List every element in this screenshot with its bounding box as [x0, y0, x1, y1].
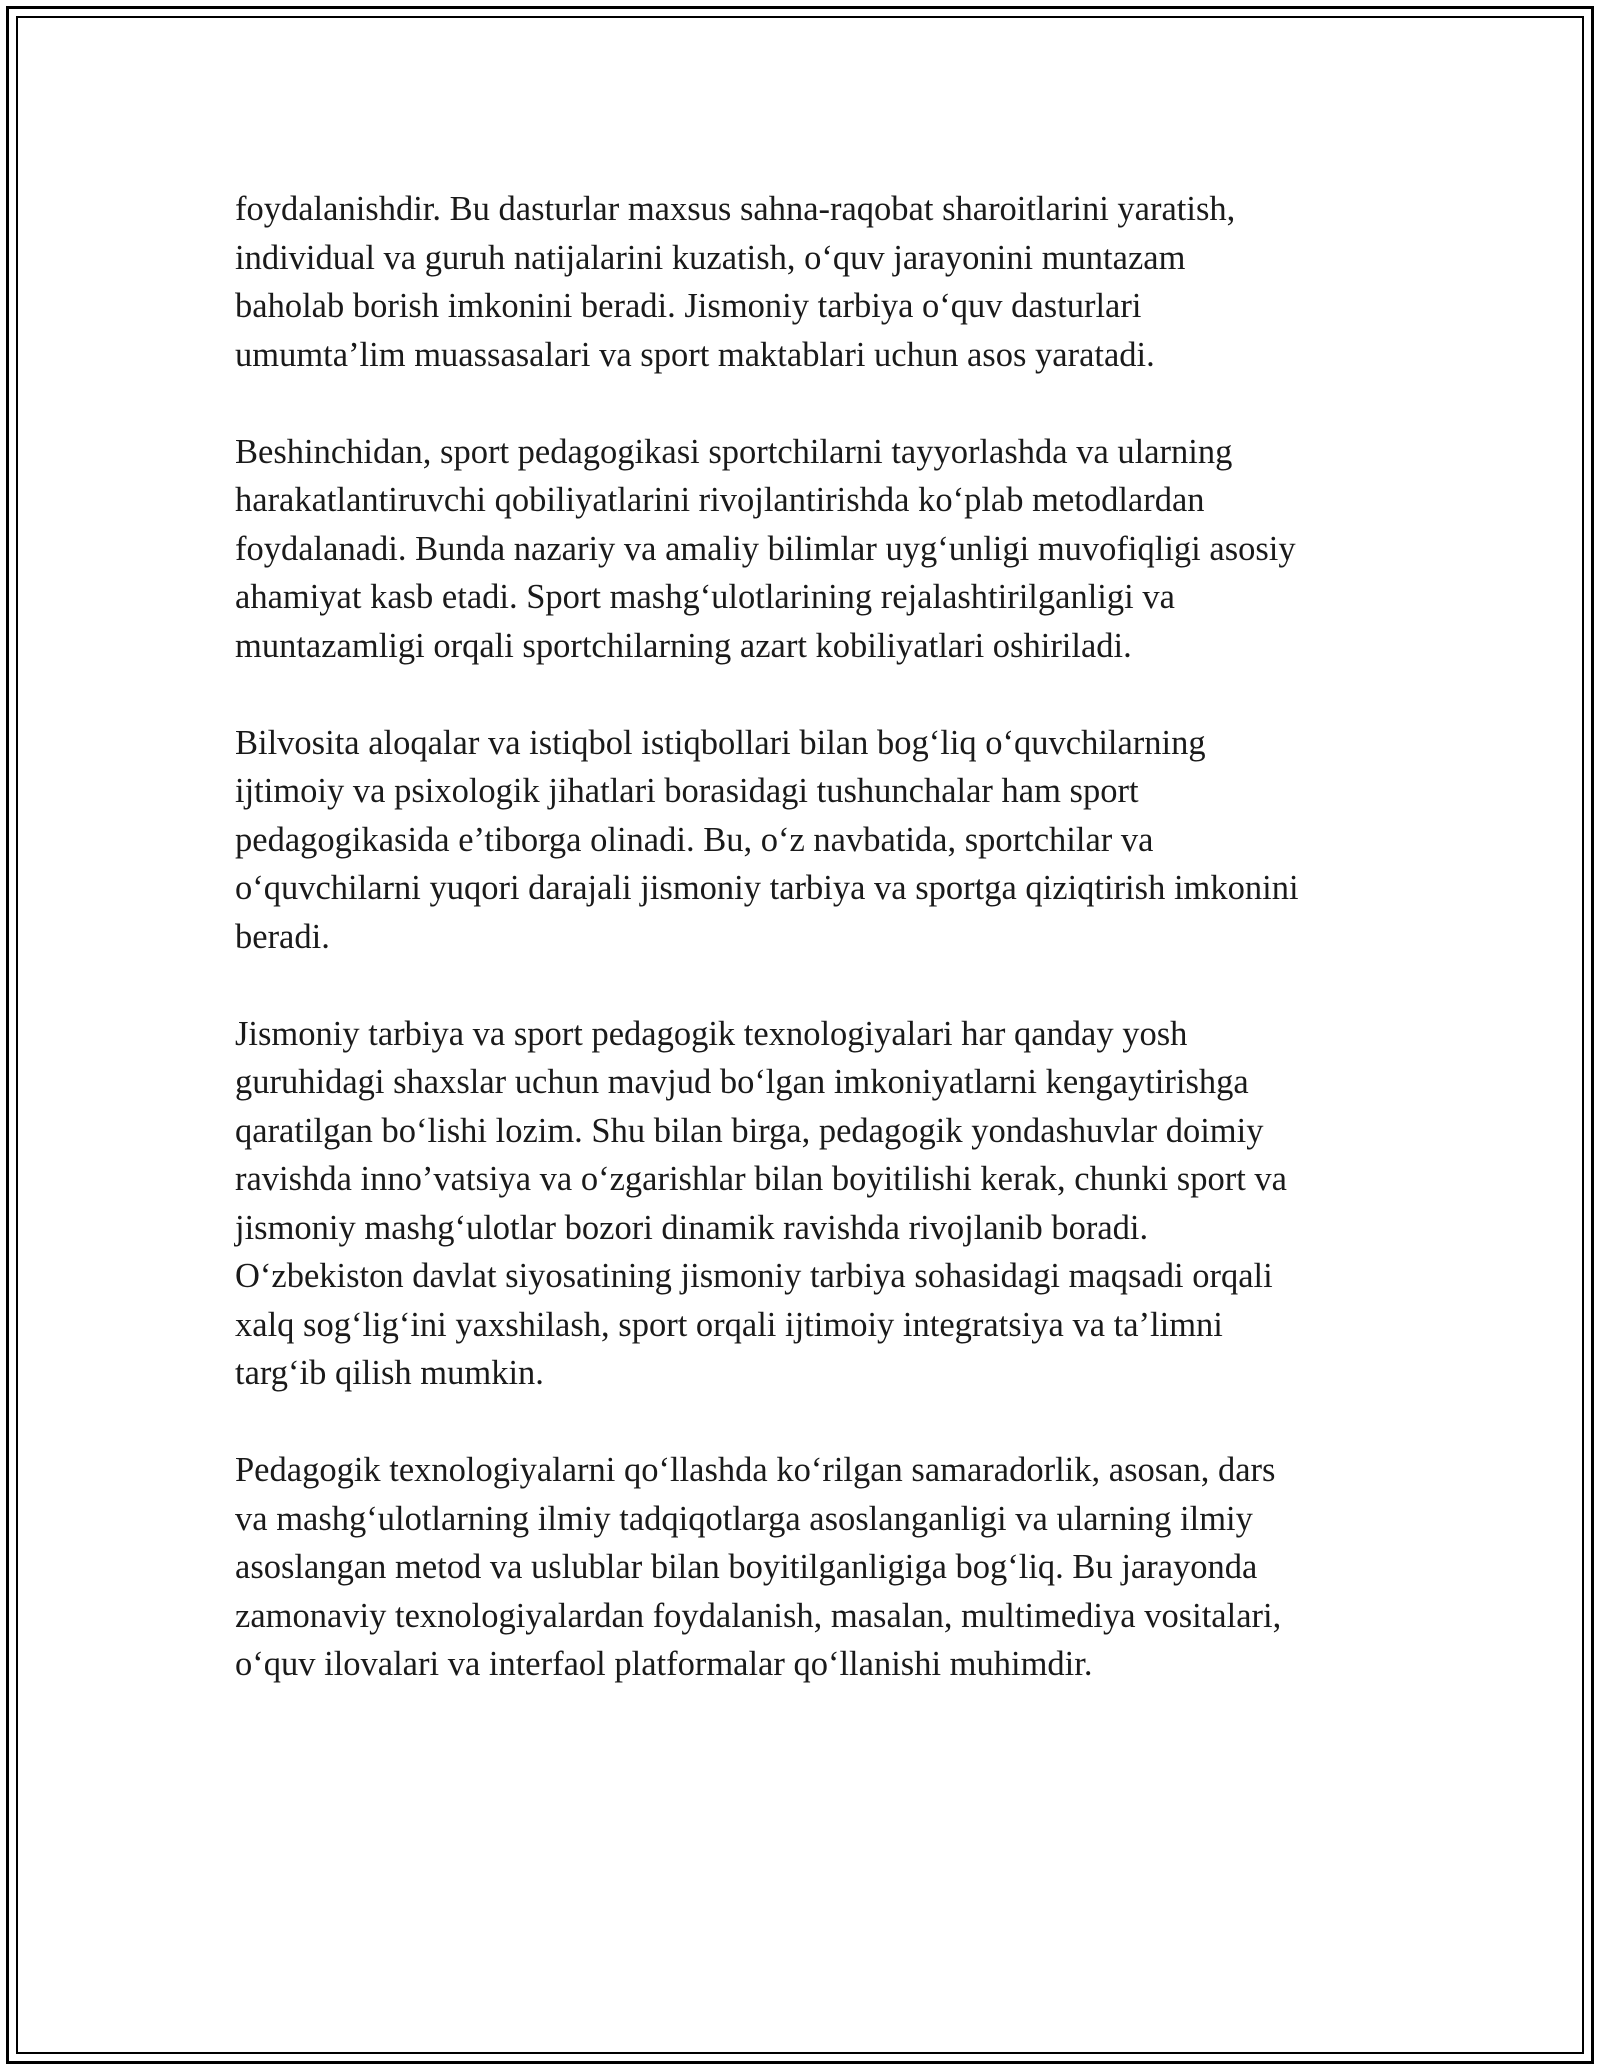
text-line: asoslangan metod va uslublar bilan boyitilganligiga bog‘liq. Bu jarayonda: [235, 1548, 1258, 1586]
text-line: O‘zbekiston davlat siyosatining jismoniy tarbiya sohasidagi maqsadi orqali: [235, 1257, 1273, 1295]
text-line: ijtimoiy va psixologik jihatlari borasidagi tushunchalar ham sport: [235, 772, 1139, 810]
text-line: umumta’lim muassasalari va sport maktablari uchun asos yaratadi.: [235, 335, 1155, 374]
text-line: foydalanadi. Bunda nazariy va amaliy bilimlar uyg‘unligi muvofiqligi asosiy: [235, 529, 1296, 568]
text-line: harakatlantiruvchi qobiliyatlarini rivojlantirishda ko‘plab metodlardan: [235, 481, 1205, 519]
text-line: zamonaviy texnologiyalardan foydalanish, masalan, multimediya vositalari,: [235, 1596, 1282, 1635]
text-line: foydalanishdir. Bu dasturlar maxsus sahna-raqobat sharoitlarini yaratish,: [235, 190, 1236, 228]
text-line: xalq sog‘lig‘ini yaxshilash, sport orqali ijtimoiy integratsiya va ta’limni: [235, 1305, 1223, 1344]
text-line: o‘quv ilovalari va interfaol platformalar qo‘llanishi muhimdir.: [235, 1645, 1093, 1683]
text-line: ravishda inno’vatsiya va o‘zgarishlar bilan boyitilishi kerak, chunki sport va: [235, 1160, 1287, 1198]
text-line: guruhidagi shaxslar uchun mavjud bo‘lgan imkoniyatlarni kengaytirishga: [235, 1063, 1249, 1101]
paragraph-2: [235, 428, 1385, 671]
paragraph-5: [235, 1446, 1385, 1689]
paragraph-3: [235, 719, 1385, 962]
text-line: Jismoniy tarbiya va sport pedagogik texnologiyalari har qanday yosh: [235, 1014, 1188, 1053]
paragraph-4: [235, 1010, 1385, 1398]
text-line: individual va guruh natijalarini kuzatish, o‘quv jarayonini muntazam: [235, 238, 1186, 277]
text-line: qaratilgan bo‘lishi lozim. Shu bilan birga, pedagogik yondashuvlar doimiy: [235, 1111, 1264, 1150]
text-line: Pedagogik texnologiyalarni qo‘llashda ko‘rilgan samaradorlik, asosan, dars: [235, 1451, 1276, 1489]
text-line: o‘quvchilarni yuqori darajali jismoniy tarbiya va sportga qiziqtirish imkonini: [235, 869, 1299, 907]
text-line: targ‘ib qilish mumkin.: [235, 1354, 544, 1392]
text-line: Bilvosita aloqalar va istiqbol istiqbollari bilan bog‘liq o‘quvchilarning: [235, 723, 1206, 762]
text-line: beradi.: [235, 917, 330, 956]
text-line: jismoniy mashg‘ulotlar bozori dinamik ravishda rivojlanib boradi.: [235, 1208, 1149, 1247]
text-line: ahamiyat kasb etadi. Sport mashg‘ulotlarining rejalashtirilganligi va: [235, 578, 1175, 616]
text-line: pedagogikasida e’tiborga olinadi. Bu, o‘z navbatida, sportchilar va: [235, 820, 1154, 859]
text-line: va mashg‘ulotlarning ilmiy tadqiqotlarga asoslanganligi va ularning ilmiy: [235, 1499, 1253, 1538]
text-line: Beshinchidan, sport pedagogikasi sportchilarni tayyorlashda va ularning: [235, 432, 1233, 471]
paragraph-1: [235, 185, 1385, 379]
document-body: [235, 185, 1385, 1737]
text-line: muntazamligi orqali sportchilarning azart kobiliyatlari oshiriladi.: [235, 626, 1132, 665]
text-line: baholab borish imkonini beradi. Jismoniy tarbiya o‘quv dasturlari: [235, 287, 1142, 325]
